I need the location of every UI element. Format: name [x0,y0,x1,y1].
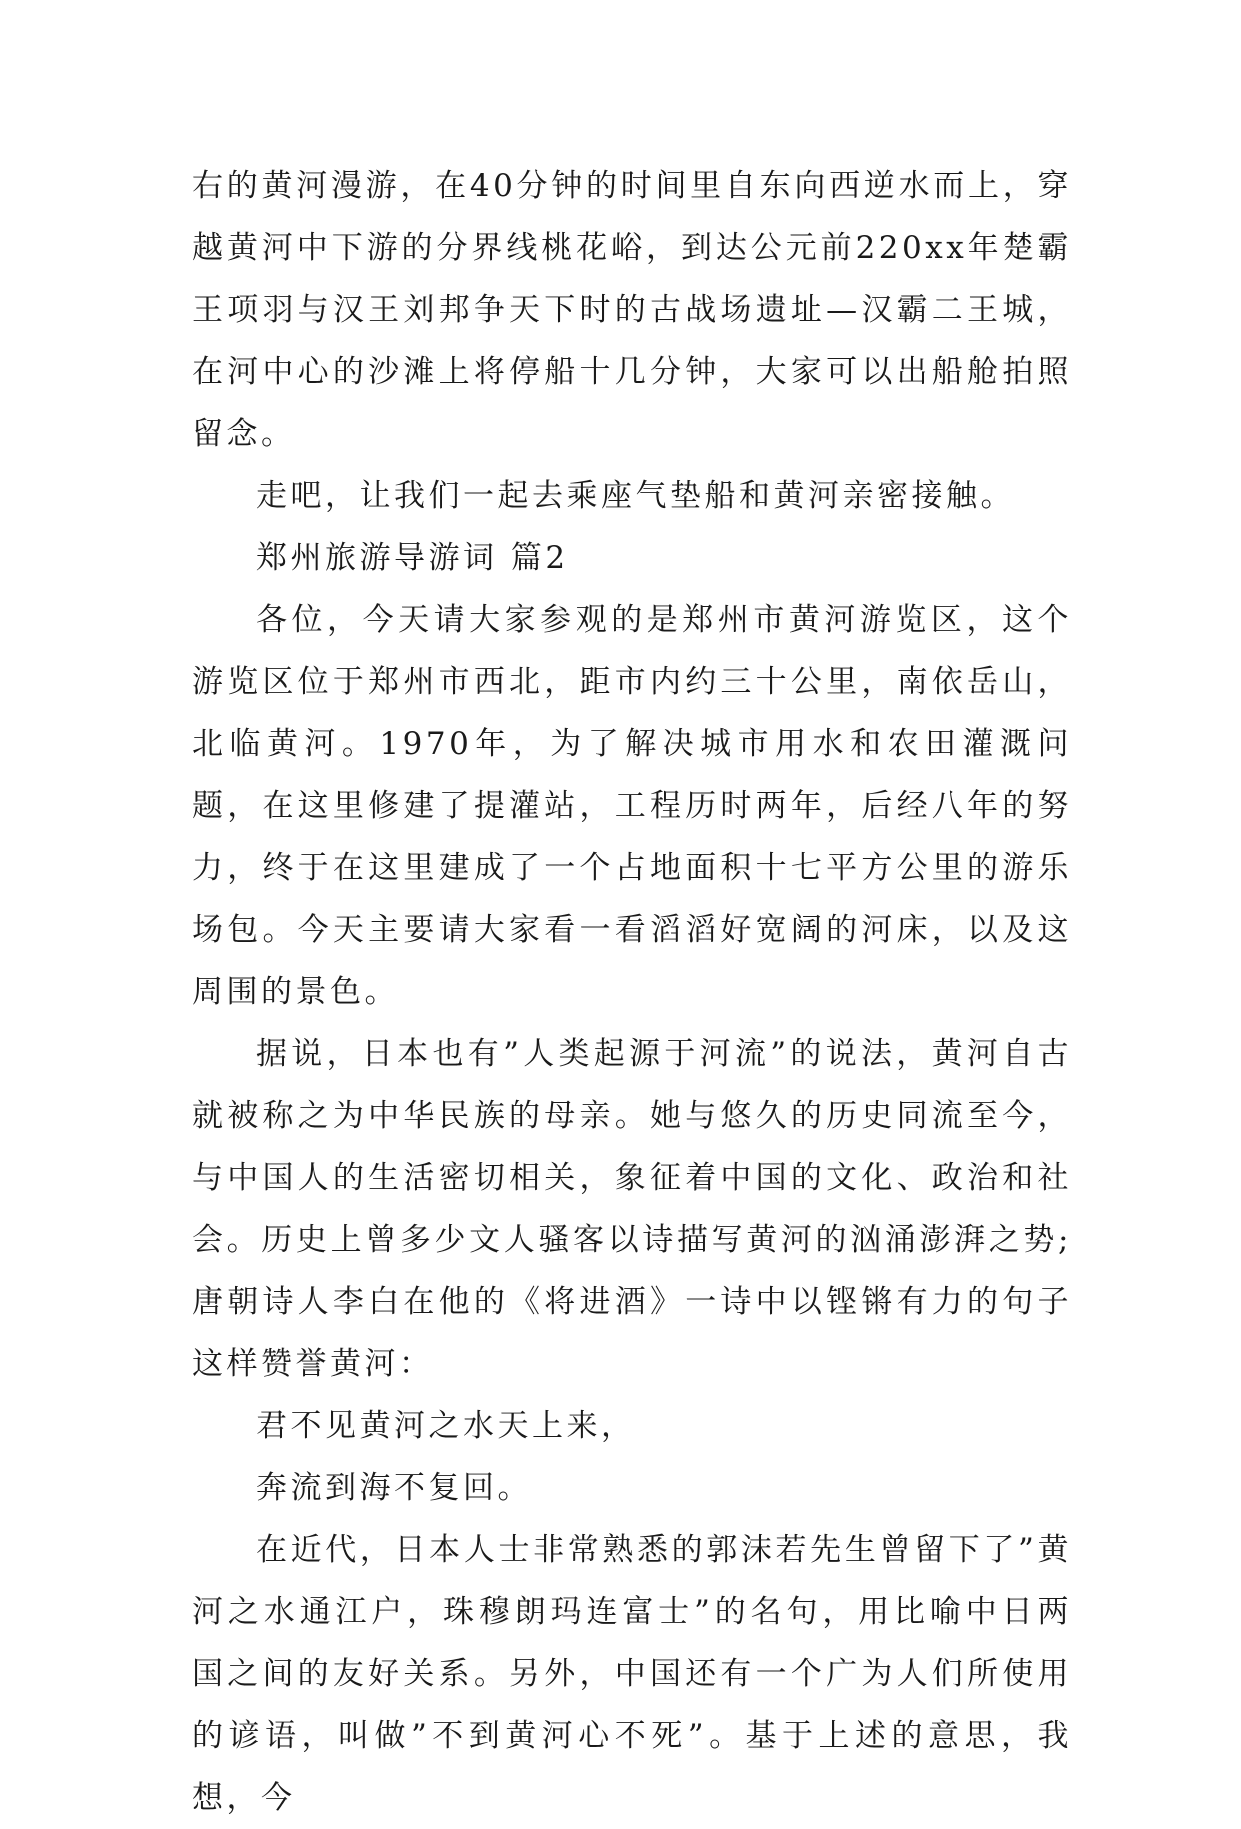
section-heading: 郑州旅游导游词 篇2 [256,540,569,576]
paragraph-continuation: 右的黄河漫游，在40分钟的时间里自东向西逆水而上，穿越黄河中下游的分界线桃花峪，到达公元前220xx年楚霸王项羽与汉王刘邦争天下时的古战场遗址—汉霸二王城，在河中心的沙滩上将停船十几分钟，大家可以出船舱拍照留念。 [192,168,1072,452]
paragraph-invitation: 走吧，让我们一起去乘座气垫船和黄河亲密接触。 [256,478,1015,514]
paragraph-history: 据说，日本也有”人类起源于河流”的说法，黄河自古就被称之为中华民族的母亲。她与悠久的历史同流至今，与中国人的生活密切相关，象征着中国的文化、政治和社会。历史上曾多少文人骚客以诗描写黄河的汹涌澎湃之势;唐朝诗人李白在他的《将进酒》一诗中以铿锵有力的句子这样赞誉黄河： [192,1036,1072,1382]
paragraph-modern: 在近代，日本人士非常熟悉的郭沫若先生曾留下了”黄河之水通江户，珠穆朗玛连富士”的名句，用比喻中日两国之间的友好关系。另外，中国还有一个广为人们所使用的谚语，叫做”不到黄河心不死”。基于上述的意思，我想，今 [192,1532,1072,1816]
paragraph-intro: 各位，今天请大家参观的是郑州市黄河游览区，这个游览区位于郑州市西北，距市内约三十公里，南依岳山，北临黄河。1970年，为了解决城市用水和农田灌溉问题，在这里修建了提灌站，工程历时两年，后经八年的努力，终于在这里建成了一个占地面积十七平方公里的游乐场包。今天主要请大家看一看滔滔好宽阔的河床，以及这周围的景色。 [192,602,1072,1010]
document-body [192,155,1072,1829]
poem-line-1: 君不见黄河之水天上来， [256,1408,636,1444]
poem-line-2: 奔流到海不复回。 [256,1470,532,1506]
